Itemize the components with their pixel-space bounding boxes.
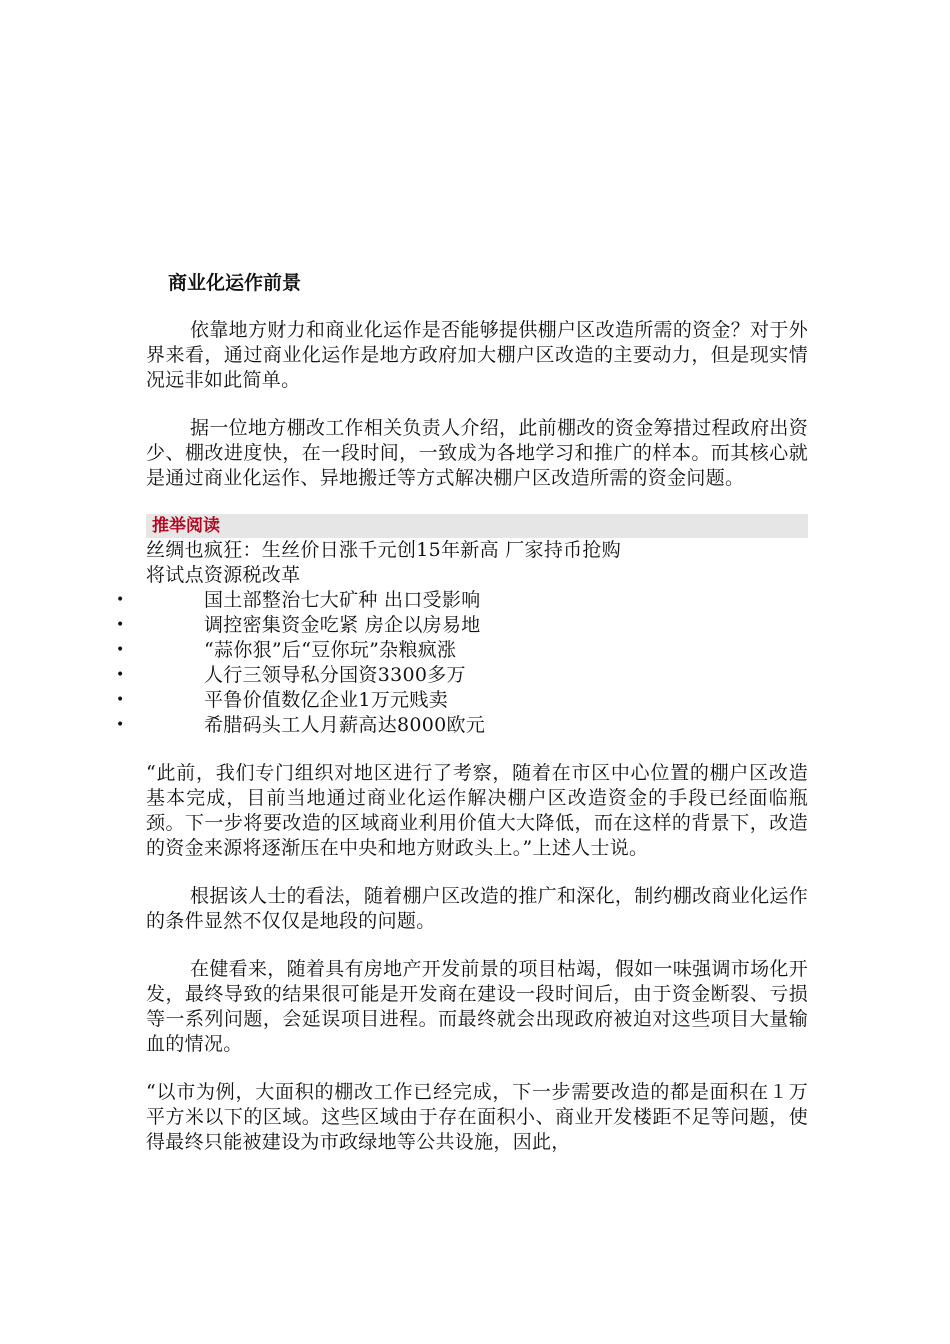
list-item-label: 调控密集资金吃紧 房企以房易地 [204,614,481,636]
bullet-icon: • [116,642,125,658]
paragraph-5: 在健看来，随着具有房地产开发前景的项目枯竭，假如一味强调市场化开发，最终导致的结果很可能是开发商在建设一段时间后，由于资金断裂、亏损等一系列问题，会延误项目进程。而最终就会出现政府被迫对这些项目大量输血的情况。 [146,958,808,1055]
section-heading: 商业化运作前景 [168,272,302,294]
bullet-icon: • [116,667,125,683]
list-item-label: 人行三领导私分国资3300多万 [204,664,466,686]
list-item-label: 平鲁价值数亿企业1万元贱卖 [204,689,448,711]
bullet-icon: • [116,592,125,608]
recommended-link[interactable]: 丝绸也疯狂：生丝价日涨千元创15年新高 厂家持币抢购 [146,539,622,561]
paragraph-2: 据一位地方棚改工作相关负责人介绍，此前棚改的资金筹措过程政府出资少、棚改进度快，在一段时间，一致成为各地学习和推广的样本。而其核心就是通过商业化运作、异地搬迁等方式解决棚户区改造所需的资金问题。 [146,417,808,489]
list-item-label: 国土部整治七大矿种 出口受影响 [204,589,481,611]
list-item-label: “蒜你狠”后“豆你玩”杂粮疯涨 [204,639,457,661]
list-item-label: 希腊码头工人月薪高达8000欧元 [204,714,486,736]
recommended-reading-title: 推举阅读 [146,514,808,538]
bullet-icon: • [116,717,125,733]
list-item[interactable] [116,713,808,738]
paragraph-3: “此前，我们专门组织对地区进行了考察，随着在市区中心位置的棚户区改造基本完成，目前当地通过商业化运作解决棚户区改造资金的手段已经面临瓶颈。下一步将要改造的区域商业利用价值大大降低，而在这样的背景下，改造的资金来源将逐渐压在中央和地方财政头上。”上述人士说。 [146,762,808,859]
list-item[interactable] [116,663,808,688]
paragraph-4: 根据该人士的看法，随着棚户区改造的推广和深化，制约棚改商业化运作的条件显然不仅仅是地段的问题。 [146,885,808,932]
paragraph-1: 依靠地方财力和商业化运作是否能够提供棚户区改造所需的资金？对于外界来看，通过商业化运作是地方政府加大棚户区改造的主要动力，但是现实情况远非如此简单。 [146,319,808,391]
bullet-icon: • [116,617,125,633]
paragraph-6: “以市为例，大面积的棚改工作已经完成，下一步需要改造的都是面积在１万平方米以下的区域。这些区域由于存在面积小、商业开发楼距不足等问题，使得最终只能被建设为市政绿地等公共设施，因此， [146,1081,808,1153]
list-item[interactable] [116,638,808,663]
list-item[interactable] [116,688,808,713]
recommended-reading [116,514,808,738]
list-item[interactable] [116,588,808,613]
document-page [116,268,808,1178]
bullet-icon: • [116,692,125,708]
recommended-list [116,588,808,738]
list-item[interactable] [116,613,808,638]
recommended-link[interactable]: 将试点资源税改革 [146,564,301,586]
